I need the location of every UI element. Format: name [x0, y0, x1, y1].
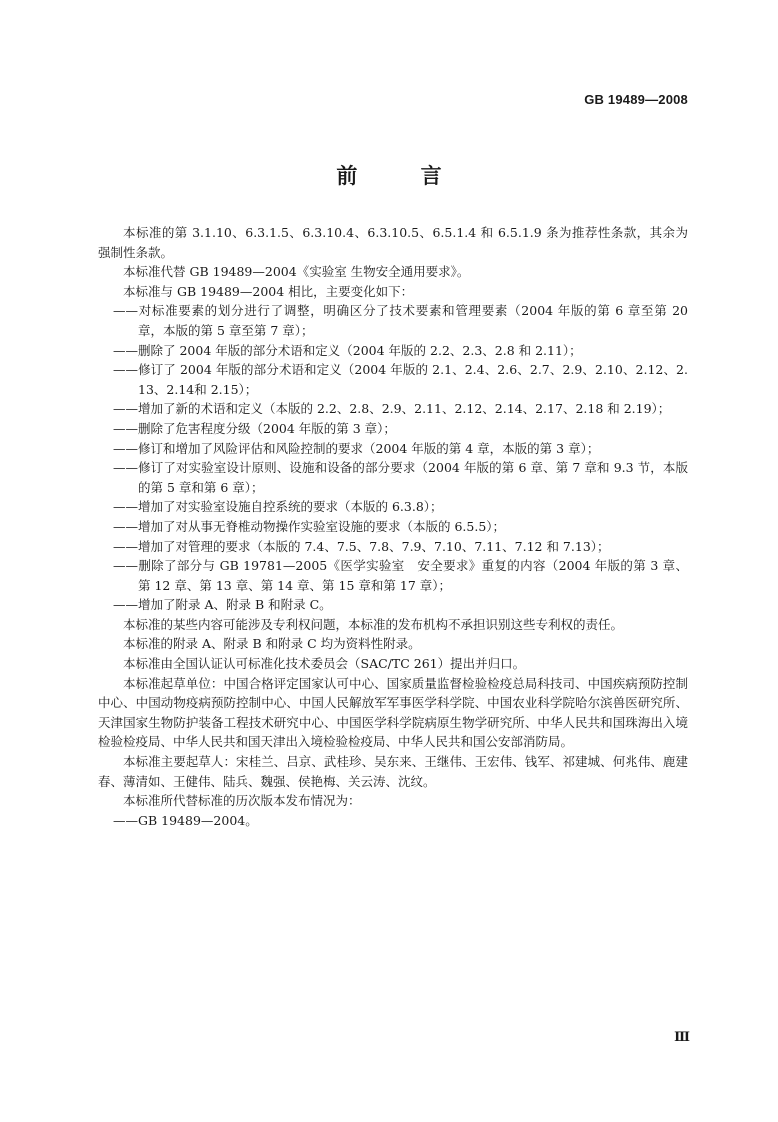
list-item: ——增加了新的术语和定义（本版的 2.2、2.8、2.9、2.11、2.12、2.14、2.17、2.18 和 2.19）；	[113, 401, 671, 417]
paragraph: 本标准的附录 A、附录 B 和附录 C 均为资料性附录。	[123, 636, 421, 652]
list-item: ——增加了对实验室设施自控系统的要求（本版的 6.3.8）；	[113, 499, 443, 515]
list-item: ——对标准要素的划分进行了调整，明确区分了技术要素和管理要素（2004 年版的第 6 章至第 20 章，本版的第 5 章至第 7 章）；	[113, 303, 688, 338]
list-item: ——修订了 2004 年版的部分术语和定义（2004 年版的 2.1、2.4、2.6、2.7、2.9、2.10、2.12、2.13、2.14和 2.15）；	[113, 362, 688, 397]
paragraph: 本标准的某些内容可能涉及专利权问题，本标准的发布机构不承担识别这些专利权的责任。	[123, 616, 624, 632]
list-item: ——增加了附录 A、附录 B 和附录 C。	[113, 597, 332, 613]
paragraph: 本标准代替 GB 19489—2004《实验室 生物安全通用要求》。	[123, 264, 470, 280]
list-item: ——删除了危害程度分级（2004 年版的第 3 章）；	[113, 420, 396, 436]
standard-number: GB 19489—2008	[584, 92, 688, 107]
paragraph: 本标准起草单位：中国合格评定国家认可中心、国家质量监督检验检疫总局科技司、中国疾病预防控制中心、中国动物疫病预防控制中心、中国人民解放军军事医学科学院、中国农业科学院哈尔滨兽医研究所、天津国家生物防护装备工程技术研究中心、中国医学科学院病原生物学研究所、中华人民共和国珠海出入境检验检疫局、中华人民共和国天津出入境检验检疫局、中华人民共和国公安部消防局。	[98, 675, 688, 750]
paragraph: 本标准主要起草人：宋桂兰、吕京、武桂珍、吴东来、王继伟、王宏伟、钱军、祁建城、何兆伟、鹿建春、薄清如、王健伟、陆兵、魏强、侯艳梅、关云涛、沈纹。	[98, 754, 688, 789]
list-item: ——删除了 2004 年版的部分术语和定义（2004 年版的 2.2、2.3、2.8 和 2.11）；	[113, 342, 582, 358]
document-body	[98, 223, 688, 830]
list-item: ——修订和增加了风险评估和风险控制的要求（2004 年版的第 4 章，本版的第 3 章）；	[113, 440, 600, 456]
paragraph: 本标准所代替标准的历次版本发布情况为：	[123, 793, 361, 809]
list-item: ——修订了对实验室设计原则、设施和设备的部分要求（2004 年版的第 6 章、第 7 章和 9.3 节，本版的第 5 章和第 6 章）；	[113, 460, 688, 495]
list-item: ——GB 19489—2004。	[113, 812, 258, 828]
list-item: ——删除了部分与 GB 19781—2005《医学实验室 安全要求》重复的内容（2004 年版的第 3 章、第 12 章、第 13 章、第 14 章、第 15 章和第 17 章）；	[113, 558, 688, 593]
page-number: Ⅲ	[674, 1030, 690, 1045]
page-title: 前 言	[336, 164, 470, 188]
paragraph: 本标准与 GB 19489—2004 相比，主要变化如下：	[123, 283, 414, 299]
list-item: ——增加了对管理的要求（本版的 7.4、7.5、7.8、7.9、7.10、7.11、7.12 和 7.13）；	[113, 538, 610, 554]
list-item: ——增加了对从事无脊椎动物操作实验室设施的要求（本版的 6.5.5）；	[113, 518, 506, 534]
paragraph: 本标准的第 3.1.10、6.3.1.5、6.3.10.4、6.3.10.5、6.5.1.4 和 6.5.1.9 条为推荐性条款，其余为强制性条款。	[98, 225, 688, 260]
paragraph: 本标准由全国认证认可标准化技术委员会（SAC/TC 261）提出并归口。	[123, 656, 526, 672]
